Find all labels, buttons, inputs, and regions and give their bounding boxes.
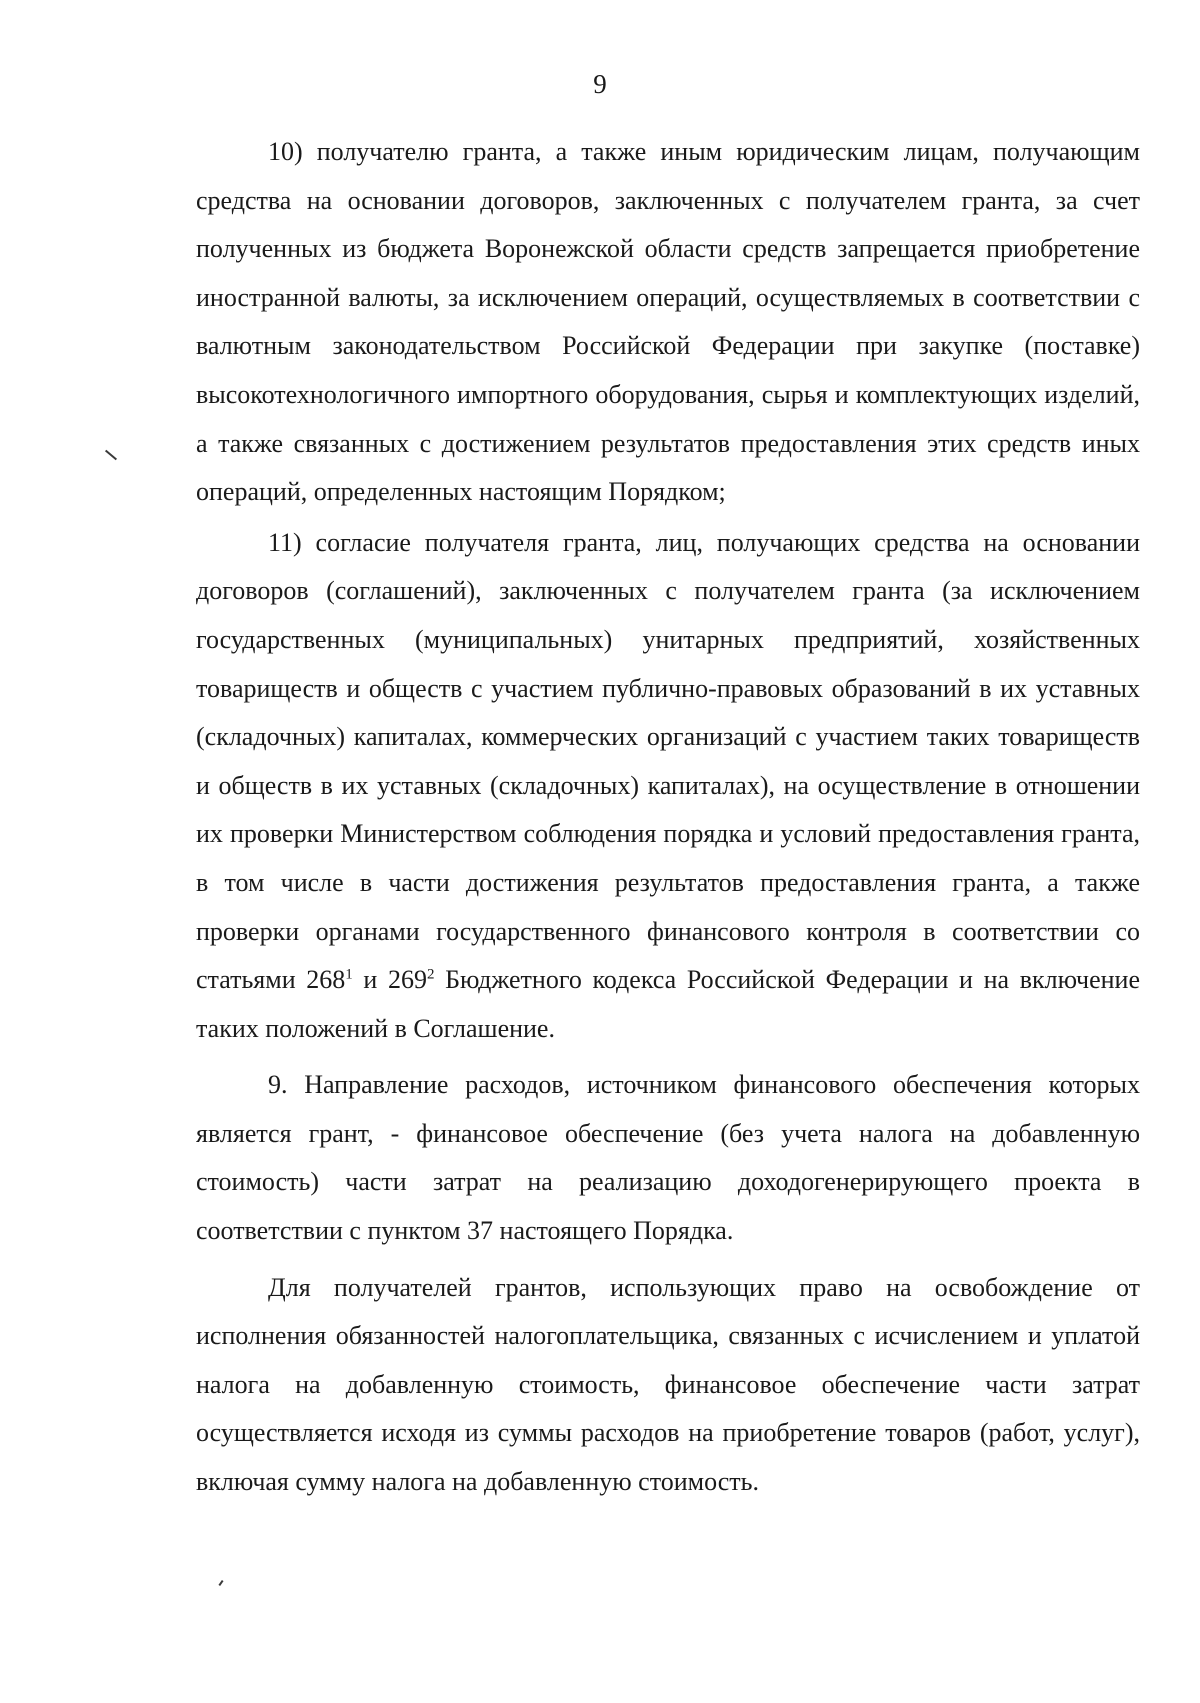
paragraph-item-11-text-a: 11) согласие получателя гранта, лиц, получающих средства на основании договоров (соглашений), заключенных с получателем гранта (за исключением государственных (муниципальных) унитарных предприятий, хозяйственных товариществ и обществ с участием публично-правовых образований в их уставных (складочных) капиталах, коммерческих организаций с участием таких товариществ и обществ в их уставных (складочных) капиталах), на осуществление в отношении их проверки Министерством соблюдения порядка и условий предоставления гранта, в том числе в части достижения результатов предоставления гранта, а также проверки органами государственного финансового контроля в соответствии со статьями 268 <box>196 527 1140 995</box>
superscript-268: 1 <box>345 966 353 983</box>
paragraph-section-9: 9. Направление расходов, источником финансового обеспечения которых является грант, - финансовое обеспечение (без учета налога на добавленную стоимость) части затрат на реализацию доходогенерирующего проекта в соответствии с пунктом 37 настоящего Порядка. <box>196 1070 1140 1246</box>
paragraph-item-11-text-b: и 269 <box>352 965 427 995</box>
paragraph-item-11-text-c: Бюджетного кодекса Российской Федерации и на включение таких положений в Соглашение. <box>196 965 1140 1043</box>
document-body <box>196 128 1140 1507</box>
paragraph-vat-note: Для получателей грантов, использующих право на освобождение от исполнения обязанностей налогоплательщика, связанных с исчислением и уплатой налога на добавленную стоимость, финансовое обеспечение части затрат осуществляется исходя из суммы расходов на приобретение товаров (работ, услуг), включая сумму налога на добавленную стоимость. <box>196 1272 1140 1497</box>
paragraph-item-10: 10) получателю гранта, а также иным юридическим лицам, получающим средства на основании договоров, заключенных с получателем гранта, за счет полученных из бюджета Воронежской области средств запрещается приобретение иностранной валюты, за исключением операций, осуществляемых в соответствии с валютным законодательством Российской Федерации при закупке (поставке) высокотехнологичного импортного оборудования, сырья и комплектующих изделий, а также связанных с достижением результатов предоставления этих средств иных операций, определенных настоящим Порядком; <box>196 137 1140 507</box>
bottom-mark <box>218 1580 223 1586</box>
page-number: 9 <box>593 69 607 99</box>
superscript-269: 2 <box>426 966 435 983</box>
paragraph-item-11 <box>196 519 1140 1054</box>
margin-mark <box>105 450 117 461</box>
